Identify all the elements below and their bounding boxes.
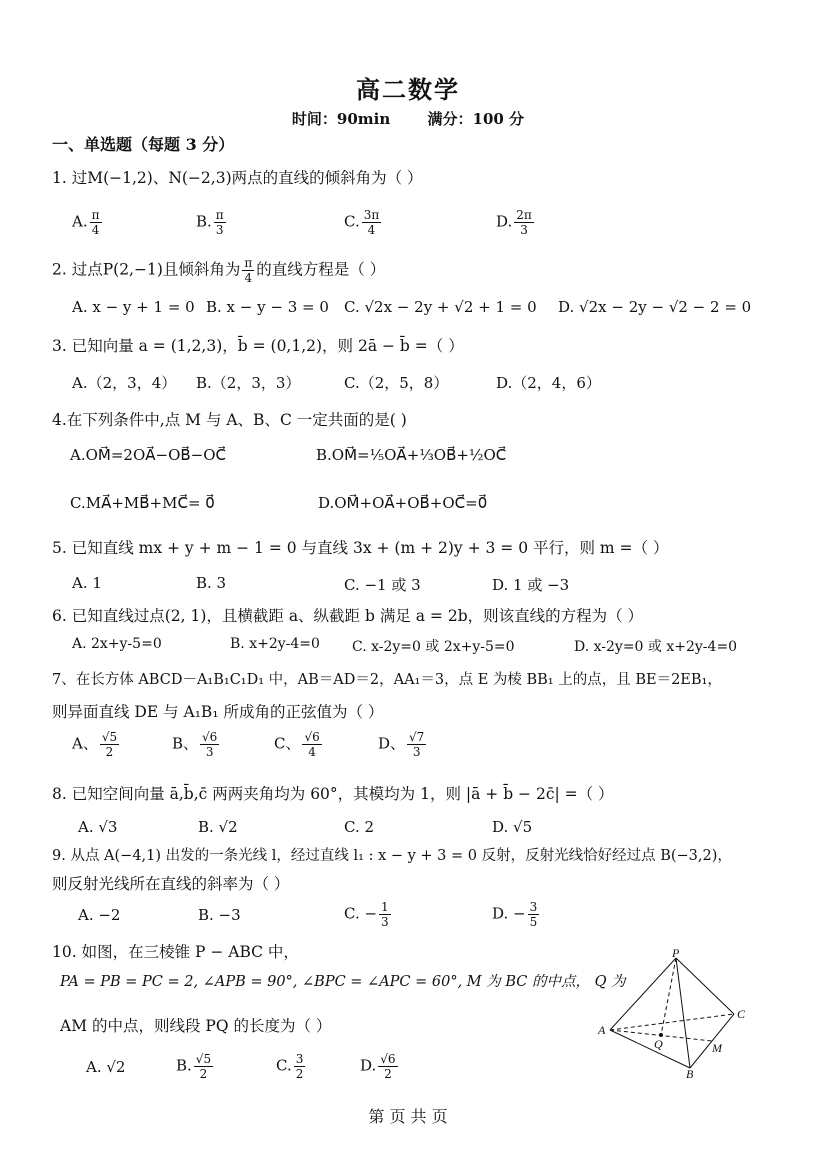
question-8-option-a: A. √3 <box>78 818 118 836</box>
edge-pb <box>676 958 690 1068</box>
question-8-stem: 8. 已知空间向量 ā,b̄,c̄ 两两夹角均为 60°，其模均为 1，则 |ā + b̄ − 2c̄| =（ ） <box>52 785 614 803</box>
question-9-option-c: C. − $\frac{1}{3}$ <box>344 900 389 929</box>
question-10-stem-line2: PA = PB = PC = 2, ∠APB = 90°, ∠BPC = ∠APC = 60°, M 为 BC 的中点， Q 为 <box>60 974 626 990</box>
label-b: B <box>686 1067 694 1078</box>
edge-pa <box>610 958 676 1030</box>
question-9-option-d: D. − $\frac{3}{5}$ <box>492 900 538 929</box>
section-heading: 一、单选题（每题 3 分） <box>52 135 235 154</box>
question-5-option-a: A. 1 <box>72 574 102 592</box>
question-7-stem-line2: 则异面直线 DE 与 A₁B₁ 所成角的正弦值为（ ） <box>52 703 384 721</box>
question-3-option-c: C.（2，5，8） <box>344 374 449 392</box>
edge-ab <box>610 1030 690 1068</box>
question-8-option-b: B. √2 <box>198 818 238 836</box>
label-p: P <box>672 948 680 960</box>
segment-pq <box>661 958 676 1035</box>
question-7-stem-line1: 7、在长方体 ABCD－A₁B₁C₁D₁ 中，AB＝AD＝2，AA₁＝3，点 E 为棱 BB₁ 上的点，且 BE＝2EB₁， <box>52 672 722 688</box>
question-10-option-b: B. $\frac{√5}{2}$ <box>176 1052 212 1081</box>
question-7-option-a: A、 $\frac{√5}{2}$ <box>72 730 118 759</box>
edge-ac <box>610 1014 734 1030</box>
question-1-stem: 1. 过M(−1,2)、N(−2,3)两点的直线的倾斜角为（ ） <box>52 169 423 187</box>
exam-time: 时间：90min <box>291 110 391 128</box>
question-4-option-d: D.OM⃗+OA⃗+OB⃗+OC⃗=0⃗ <box>318 494 488 512</box>
question-5-stem: 5. 已知直线 mx + y + m − 1 = 0 与直线 3x + (m + 2)y + 3 = 0 平行，则 m =（ ） <box>52 539 669 557</box>
label-c: C <box>737 1007 746 1021</box>
question-6-option-b: B. x+2y-4=0 <box>230 636 320 652</box>
question-4-option-c: C.MA⃗+MB⃗+MC⃗= 0⃗ <box>70 494 215 512</box>
question-3-option-a: A.（2，3，4） <box>72 374 177 392</box>
question-2-stem: 2. 过点P(2,−1)且倾斜角为 $\frac{\pi}{4}$ 的直线方程是（ ） <box>52 256 386 285</box>
question-10-option-a: A. √2 <box>86 1058 126 1076</box>
question-6-stem: 6. 已知直线过点(2, 1)，且横截距 a、纵截距 b 满足 a = 2b，则该直线的方程为（ ） <box>52 607 644 625</box>
question-9-stem-line1: 9. 从点 A(−4,1) 出发的一条光线 l，经过直线 l₁ : x − y + 3 = 0 反射，反射光线恰好经过点 B(−3,2)， <box>52 848 732 864</box>
question-6-option-c: C. x-2y=0 或 2x+y-5=0 <box>352 639 515 655</box>
question-7-option-c: C、 $\frac{√6}{4}$ <box>274 730 320 759</box>
question-8-option-c: C. 2 <box>344 818 375 836</box>
question-3-option-d: D.（2，4，6） <box>496 374 601 392</box>
page-title: 高二数学 <box>356 75 460 104</box>
question-1-option-b: B. $\frac{\pi}{3}$ <box>196 208 224 237</box>
question-2-option-a: A. x − y + 1 = 0 <box>72 298 195 316</box>
question-10-option-c: C. $\frac{3}{2}$ <box>276 1052 304 1081</box>
question-4-option-a: A.OM⃗=2OA⃗−OB⃗−OC⃗ <box>70 446 227 464</box>
label-q: Q <box>654 1037 663 1051</box>
question-10-stem-line3: AM 的中点，则线段 PQ 的长度为（ ） <box>60 1017 332 1035</box>
question-4-option-b: B.OM⃗=⅕OA⃗+⅓OB⃗+½OC⃗ <box>316 446 507 464</box>
question-2-option-d: D. √2x − 2y − √2 − 2 = 0 <box>558 298 752 316</box>
exam-score: 满分：100 分 <box>427 110 525 128</box>
question-3-option-b: B.（2，3，3） <box>196 374 301 392</box>
exam-info <box>0 108 816 129</box>
question-5-option-c: C. −1 或 3 <box>344 576 421 594</box>
question-7-option-d: D、 $\frac{√7}{3}$ <box>378 730 425 759</box>
question-9-stem-line2: 则反射光线所在直线的斜率为（ ） <box>52 875 290 893</box>
edge-pc <box>676 958 734 1014</box>
question-1-option-a: A. $\frac{\pi}{4}$ <box>72 208 100 237</box>
question-7-option-b: B、 $\frac{√6}{3}$ <box>172 730 218 759</box>
question-1-option-d: D. $\frac{2\pi}{3}$ <box>496 208 532 237</box>
question-6-option-a: A. 2x+y-5=0 <box>72 636 162 652</box>
page-footer: 第 页 共 页 <box>368 1107 448 1126</box>
tetrahedron-figure <box>594 948 764 1078</box>
question-2-option-c: C. √2x − 2y + √2 + 1 = 0 <box>344 298 537 316</box>
question-1-option-c: C. $\frac{3\pi}{4}$ <box>344 208 380 237</box>
question-4-stem: 4.在下列条件中,点 M 与 A、B、C 一定共面的是( ) <box>52 411 407 429</box>
question-6-option-d: D. x-2y=0 或 x+2y-4=0 <box>574 639 738 655</box>
question-9-option-a: A. −2 <box>78 906 121 924</box>
question-8-option-d: D. √5 <box>492 818 533 836</box>
question-5-option-d: D. 1 或 −3 <box>492 576 570 594</box>
question-3-stem: 3. 已知向量 a = (1,2,3)，b̄ = (0,1,2)，则 2ā − b̄ =（ ） <box>52 337 464 355</box>
label-a: A <box>598 1023 606 1037</box>
question-9-option-b: B. −3 <box>198 906 241 924</box>
question-2-option-b: B. x − y − 3 = 0 <box>206 298 329 316</box>
question-5-option-b: B. 3 <box>196 574 227 592</box>
question-10-option-d: D. $\frac{√6}{2}$ <box>360 1052 396 1081</box>
question-10-stem-line1: 10. 如图，在三棱锥 P − ABC 中， <box>52 943 299 961</box>
label-m: M <box>712 1041 722 1055</box>
